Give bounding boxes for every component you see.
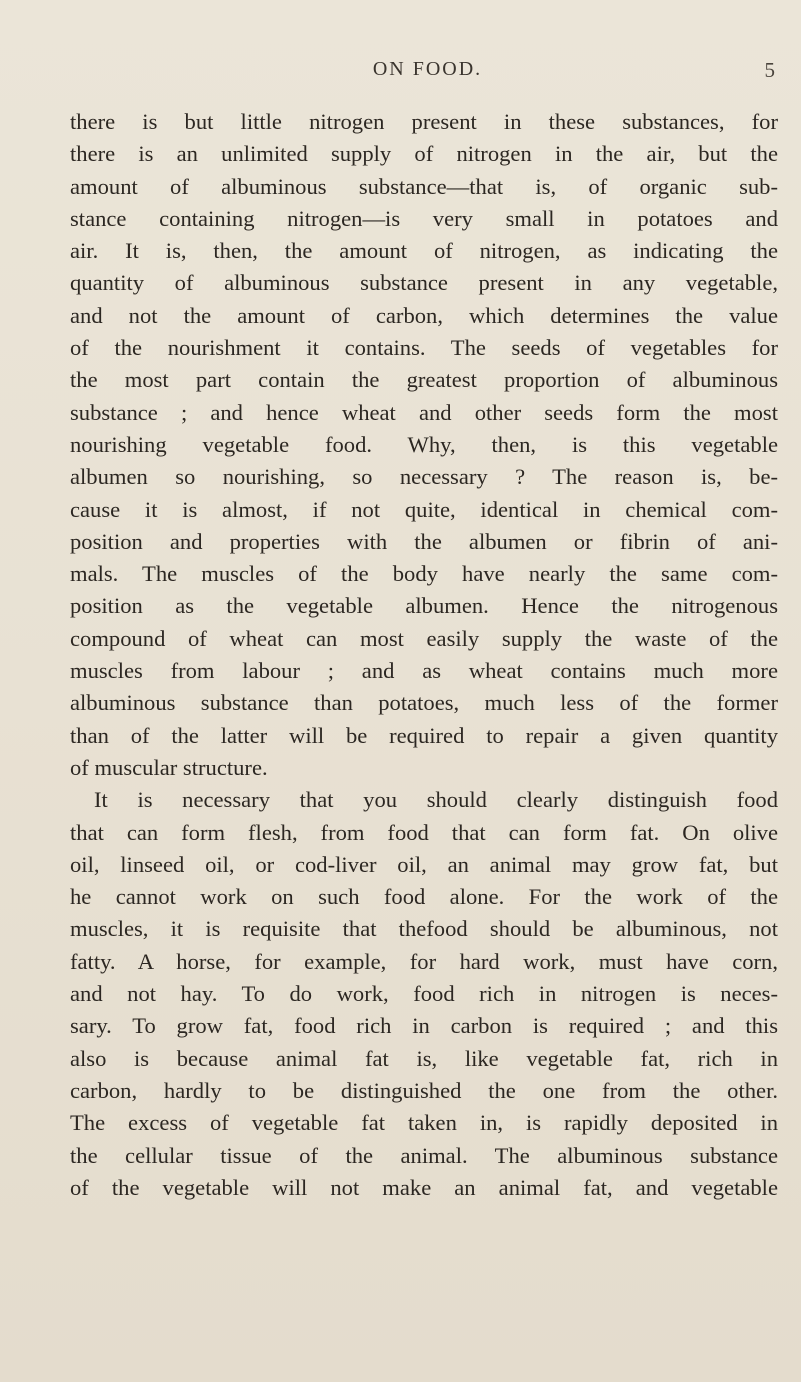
text-line: albuminous substance than potatoes, much less of the former xyxy=(70,690,778,716)
page-number: 5 xyxy=(764,58,775,82)
running-head xyxy=(80,58,775,84)
text-line: position as the vegetable albumen. Hence the nitrogenous xyxy=(70,593,778,619)
text-line: compound of wheat can most easily supply the waste of the xyxy=(70,625,778,651)
text-line: he cannot work on such food alone. For the work of the xyxy=(70,884,778,910)
text-line: The excess of vegetable fat taken in, is rapidly deposited in xyxy=(70,1110,778,1136)
text-line: than of the latter will be required to repair a given quantity xyxy=(70,722,778,748)
text-line: carbon, hardly to be distinguished the one from the other. xyxy=(70,1077,778,1103)
text-line: there is an unlimited supply of nitrogen in the air, but the xyxy=(70,141,778,167)
text-line: that can form flesh, from food that can form fat. On olive xyxy=(70,819,778,845)
text-line: substance ; and hence wheat and other seeds form the most xyxy=(70,399,778,425)
text-line: muscles from labour ; and as wheat contains much more xyxy=(70,658,778,684)
body-text xyxy=(70,106,778,1204)
text-line: muscles, it is requisite that thefood should be albuminous, not xyxy=(70,916,778,942)
text-line: and not hay. To do work, food rich in nitrogen is neces- xyxy=(70,981,778,1007)
text-line: and not the amount of carbon, which determines the value xyxy=(70,302,778,328)
text-line: nourishing vegetable food. Why, then, is this vegetable xyxy=(70,431,778,457)
text-line: air. It is, then, the amount of nitrogen, as indicating the xyxy=(70,238,778,264)
text-line: of muscular structure. xyxy=(70,754,268,780)
text-line: cause it is almost, if not quite, identical in chemical com- xyxy=(70,496,778,522)
text-line: of the nourishment it contains. The seeds of vegetables for xyxy=(70,335,778,361)
running-title: ON FOOD. xyxy=(372,58,483,80)
text-line: the most part contain the greatest proportion of albuminous xyxy=(70,367,778,393)
text-line: position and properties with the albumen or fibrin of ani- xyxy=(70,528,778,554)
text-line: also is because animal fat is, like vegetable fat, rich in xyxy=(70,1045,778,1071)
text-line: albumen so nourishing, so necessary ? The reason is, be- xyxy=(70,464,778,490)
text-line: oil, linseed oil, or cod-liver oil, an animal may grow fat, but xyxy=(70,851,778,877)
text-line: stance containing nitrogen—is very small in potatoes and xyxy=(70,205,778,231)
paragraph-first-line: It is necessary that you should clearly distinguish food xyxy=(94,787,778,813)
text-line: amount of albuminous substance—that is, of organic sub- xyxy=(70,173,778,199)
text-line: fatty. A horse, for example, for hard work, must have corn, xyxy=(70,948,778,974)
text-line: mals. The muscles of the body have nearly the same com- xyxy=(70,561,778,587)
text-line: of the vegetable will not make an animal fat, and vegetable xyxy=(70,1174,778,1200)
text-line: sary. To grow fat, food rich in carbon is required ; and this xyxy=(70,1013,778,1039)
text-line: there is but little nitrogen present in these substances, for xyxy=(70,109,778,134)
text-line: the cellular tissue of the animal. The albuminous substance xyxy=(70,1142,778,1168)
text-line: quantity of albuminous substance present in any vegetable, xyxy=(70,270,778,296)
